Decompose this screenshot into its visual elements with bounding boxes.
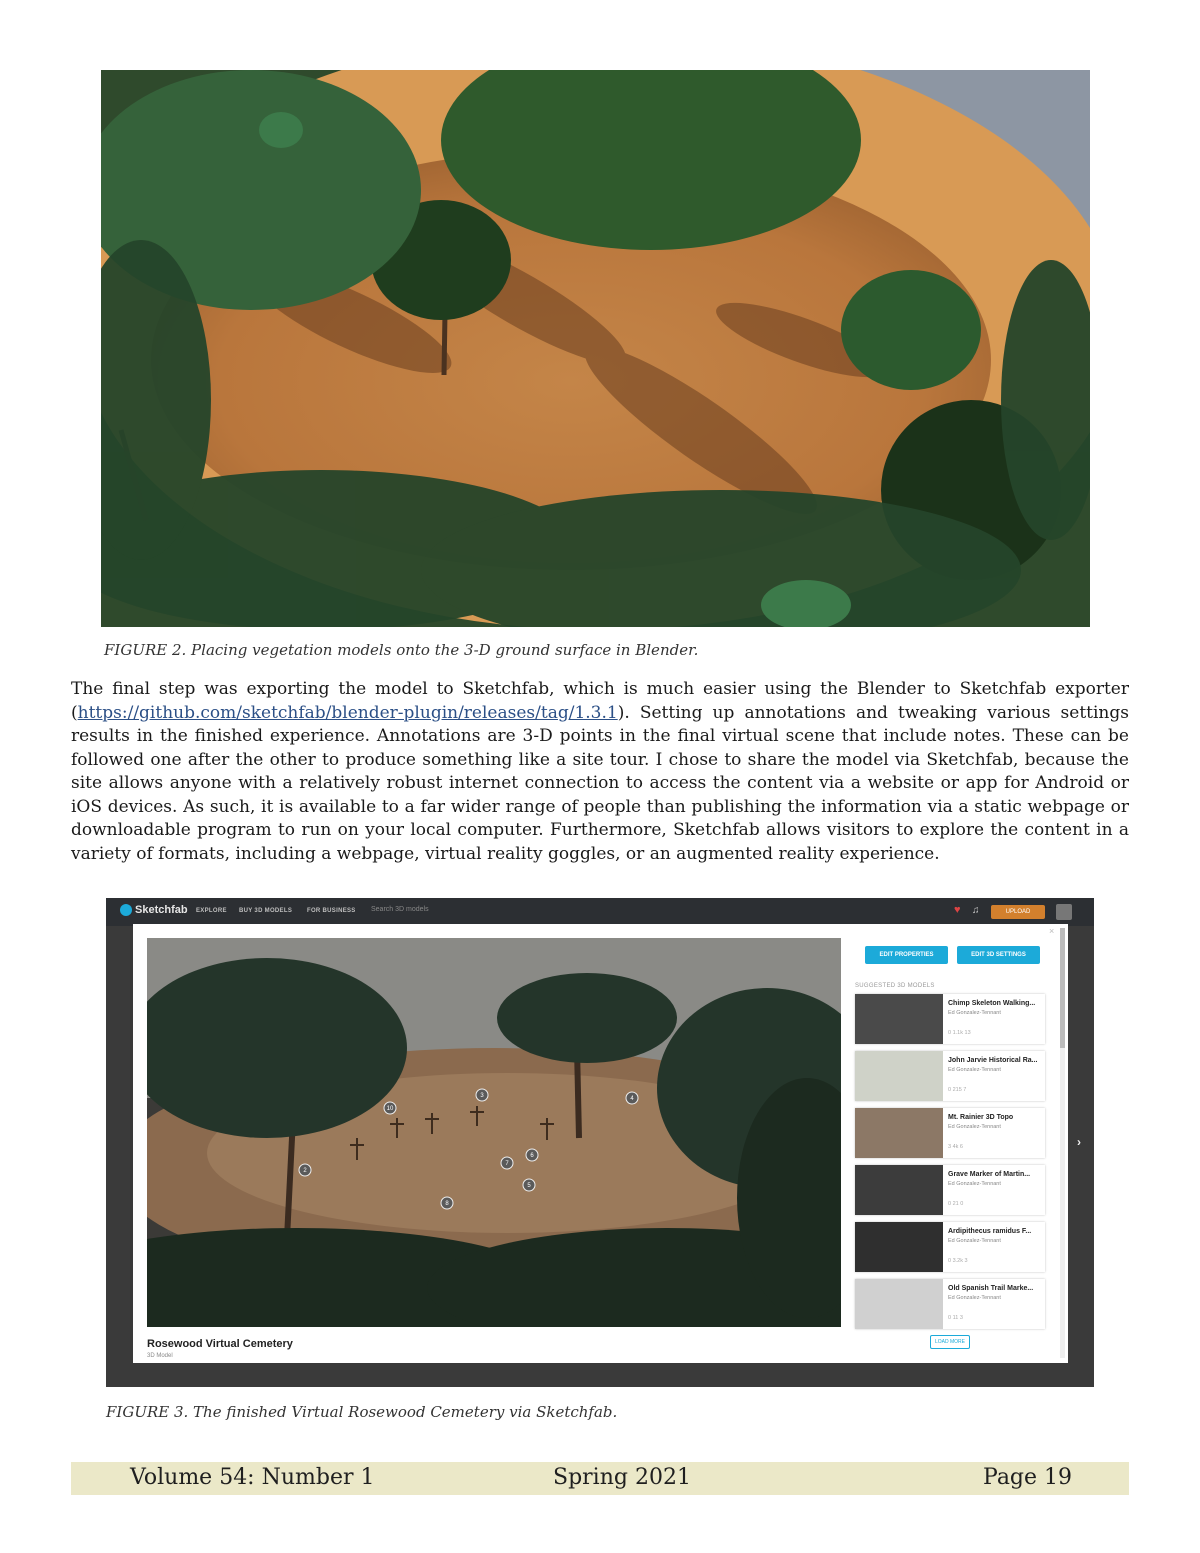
avatar[interactable] — [1056, 904, 1072, 920]
cemetery-scene — [147, 938, 841, 1327]
annotation-marker[interactable]: 4 — [630, 1096, 634, 1102]
close-icon[interactable]: × — [1049, 926, 1055, 936]
search-input[interactable]: Search 3D models — [371, 906, 429, 913]
card-title: Grave Marker of Martin... — [948, 1171, 1031, 1178]
annotation-marker[interactable]: 6 — [530, 1153, 534, 1159]
annotation-marker[interactable]: 5 — [527, 1183, 531, 1189]
chevron-right-icon[interactable]: › — [1077, 1135, 1081, 1149]
suggested-heading: SUGGESTED 3D MODELS — [855, 983, 935, 989]
edit-properties-button[interactable]: EDIT PROPERTIES — [865, 946, 948, 964]
card-author: Ed Gonzalez-Tennant — [948, 1181, 1001, 1187]
card-stats: 0 215 7 — [948, 1087, 967, 1093]
footer-page-number: Page 19 — [983, 1465, 1073, 1490]
suggested-card[interactable] — [855, 1279, 1045, 1329]
card-title: Mt. Rainier 3D Topo — [948, 1114, 1014, 1121]
blender-plugin-link[interactable]: https://github.com/sketchfab/blender-plugin/releases/tag/1.3.1 — [77, 702, 618, 723]
suggested-card[interactable] — [855, 1222, 1045, 1272]
sketchfab-topbar — [106, 898, 1094, 926]
upload-button[interactable]: UPLOAD — [991, 905, 1045, 919]
card-stats: 0 1.1k 13 — [948, 1030, 971, 1036]
sketchfab-logo-icon — [120, 904, 132, 916]
heart-icon[interactable]: ♥ — [954, 904, 961, 916]
vegetation-render — [101, 70, 1090, 627]
card-thumbnail — [855, 994, 943, 1044]
suggested-card[interactable] — [855, 1108, 1045, 1158]
card-title: Old Spanish Trail Marke... — [948, 1285, 1034, 1292]
card-stats: 3 4k 6 — [948, 1144, 963, 1150]
figure-2-image — [101, 70, 1090, 627]
3d-viewer[interactable] — [147, 938, 841, 1327]
card-author: Ed Gonzalez-Tennant — [948, 1010, 1001, 1016]
card-stats: 0 11 3 — [948, 1315, 963, 1321]
annotation-marker[interactable]: 3 — [480, 1093, 484, 1099]
body-text-start: The final step was exporting the model to Sketchfab, which is much easier using the Blender to Sketchfab exporter ( — [71, 679, 1129, 723]
body-paragraph — [71, 678, 1129, 866]
model-type: 3D Model — [147, 1353, 173, 1359]
annotation-marker[interactable]: 8 — [445, 1201, 449, 1207]
nav-explore[interactable]: EXPLORE — [196, 908, 227, 914]
model-modal — [133, 924, 1068, 1363]
bell-icon[interactable]: ♫ — [972, 905, 980, 916]
nav-for-business[interactable]: FOR BUSINESS — [307, 908, 356, 914]
card-title: Chimp Skeleton Walking... — [948, 1000, 1036, 1007]
card-title: Ardipithecus ramidus F... — [948, 1228, 1032, 1235]
card-thumbnail — [855, 1165, 943, 1215]
annotation-marker[interactable]: 10 — [386, 1106, 394, 1112]
annotation-marker[interactable]: 7 — [505, 1161, 509, 1167]
suggested-card[interactable] — [855, 1165, 1045, 1215]
card-thumbnail — [855, 1051, 943, 1101]
card-author: Ed Gonzalez-Tennant — [948, 1295, 1001, 1301]
body-text-end: ). Setting up annotations and tweaking various settings results in the finished experience. Annotations are 3-D points in the final virtual scene that include notes. These can be followed one after the other to produce something like a site tour. I chose to share the model via Sketchfab, because the site allows anyone with a relatively robust internet connection to access the content via a website or app for Android or iOS devices. As such, it is available to a far wider range of people than publishing the information via a static webpage or downloadable program to run on your local computer. Furthermore, Sketchfab allows visitors to explore the content in a variety of formats, including a webpage, virtual reality goggles, or an augmented reality experience. — [71, 702, 1129, 864]
annotation-marker[interactable]: 2 — [303, 1168, 307, 1174]
edit-3d-settings-button[interactable]: EDIT 3D SETTINGS — [957, 946, 1040, 964]
card-stats: 0 21 0 — [948, 1201, 964, 1207]
sketchfab-brand: Sketchfab — [135, 904, 188, 916]
nav-buy-3d-models[interactable]: BUY 3D MODELS — [239, 908, 293, 914]
page-footer — [71, 1462, 1129, 1495]
scrollbar-thumb[interactable] — [1060, 928, 1065, 1048]
model-sidebar — [855, 938, 1047, 1358]
card-thumbnail — [855, 1279, 943, 1329]
suggested-card[interactable] — [855, 994, 1045, 1044]
card-author: Ed Gonzalez-Tennant — [948, 1238, 1001, 1244]
card-stats: 0 3.2k 3 — [948, 1258, 968, 1264]
card-thumbnail — [855, 1108, 943, 1158]
card-title: John Jarvie Historical Ra... — [948, 1057, 1038, 1064]
load-more-button[interactable]: LOAD MORE — [930, 1335, 970, 1349]
card-author: Ed Gonzalez-Tennant — [948, 1124, 1001, 1130]
card-thumbnail — [855, 1222, 943, 1272]
figure-3-image — [106, 898, 1094, 1387]
footer-season: Spring 2021 — [553, 1465, 691, 1490]
sketchfab-logo[interactable] — [120, 904, 188, 916]
figure-2-caption: FIGURE 2. Placing vegetation models onto the 3-D ground surface in Blender. — [104, 641, 699, 659]
card-author: Ed Gonzalez-Tennant — [948, 1067, 1001, 1073]
model-title: Rosewood Virtual Cemetery — [147, 1338, 293, 1350]
figure-3-caption: FIGURE 3. The finished Virtual Rosewood Cemetery via Sketchfab. — [106, 1403, 618, 1421]
footer-volume: Volume 54: Number 1 — [130, 1465, 375, 1490]
suggested-card[interactable] — [855, 1051, 1045, 1101]
